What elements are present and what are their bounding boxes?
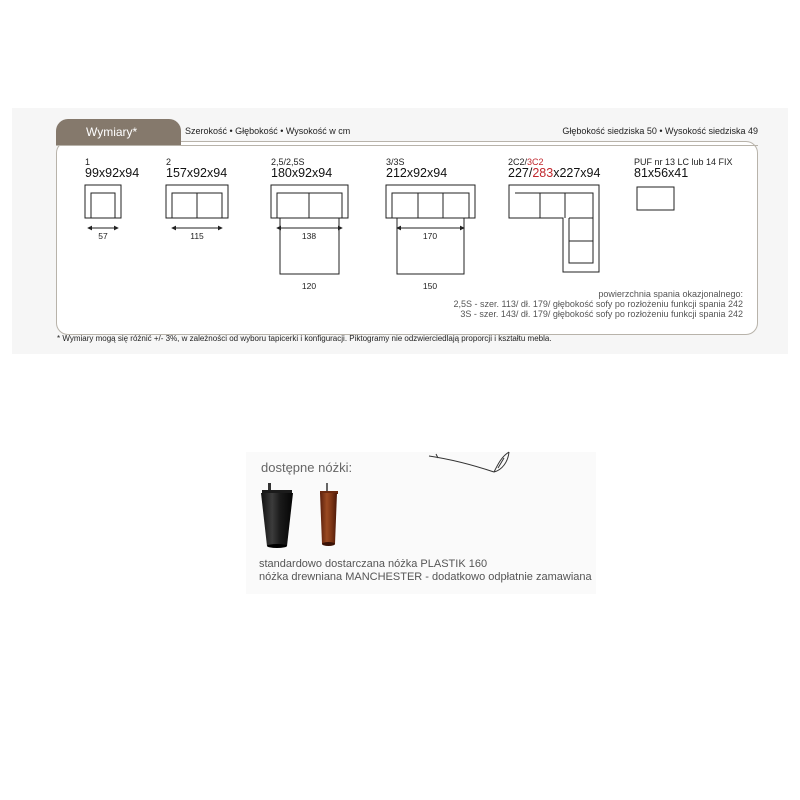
sleep-note-title: powierzchnia spania okazjonalnego: <box>598 289 743 299</box>
model-size-2: 157x92x94 <box>166 166 228 180</box>
model-code-2: 2 <box>166 157 172 167</box>
model-code-2-5: 2,5/2,5S <box>271 157 305 167</box>
measure-bed-2-5: 120 <box>301 281 317 291</box>
sleep-note-line2: 3S - szer. 143/ dł. 179/ głębokość sofy po rozłożeniu funkcji spania 242 <box>460 309 743 319</box>
plastic-leg-image <box>261 483 293 548</box>
units-label: Szerokość • Głębokość • Wysokość w cm <box>185 126 351 136</box>
footnote: * Wymiary mogą się różnić +/- 3%, w zależności od wyboru tapicerki i konfiguracji. Piktogramy nie odzwierciedlają proporcji i kształtu mebla. <box>57 334 552 343</box>
measure-bed-3: 150 <box>422 281 438 291</box>
measure-model-1: 57 <box>98 231 108 241</box>
model-size-corner-b: 283 <box>532 166 554 180</box>
model-code-puf: PUF nr 13 LC lub 14 FIX <box>634 157 733 167</box>
legs-wood-text: nóżka drewniana MANCHESTER - dodatkowo odpłatnie zamawiana <box>259 571 592 583</box>
legs-panel <box>246 452 596 594</box>
measure-model-2: 115 <box>190 231 204 241</box>
model-size-3: 212x92x94 <box>386 166 448 180</box>
pictogram-model-corner <box>509 185 599 272</box>
pictogram-model-2-5 <box>271 185 348 274</box>
model-code-corner-a: 2C2/ <box>508 157 528 167</box>
model-code-1: 1 <box>85 157 91 167</box>
legs-title: dostępne nóżki: <box>261 460 353 475</box>
model-size-2-5: 180x92x94 <box>271 166 333 180</box>
dimensions-tab: Wymiary* <box>56 119 181 146</box>
model-size-corner-a: 227/ <box>508 166 533 180</box>
model-size-1: 99x92x94 <box>85 166 140 180</box>
pictogram-model-puf <box>637 187 674 210</box>
sketch-drawing <box>429 452 509 472</box>
model-code-3: 3/3S <box>386 157 405 167</box>
pictogram-model-2 <box>166 185 228 228</box>
model-code-corner-b: 3C2 <box>527 157 544 167</box>
model-size-puf: 81x56x41 <box>634 166 689 180</box>
legs-standard-text: standardowo dostarczana nóżka PLASTIK 160 <box>259 558 488 570</box>
measure-model-2-5: 138 <box>301 231 317 241</box>
sleep-note <box>453 289 743 319</box>
model-size-corner-c: x227x94 <box>553 166 601 180</box>
sleep-note-line1: 2,5S - szer. 113/ dł. 179/ głębokość sofy po rozłożeniu funkcji spania 242 <box>453 299 743 309</box>
wooden-leg-image <box>320 483 338 546</box>
seat-label: Głębokość siedziska 50 • Wysokość siedziska 49 <box>562 126 758 136</box>
pictogram-model-1 <box>85 185 121 228</box>
dimensions-panel <box>12 108 788 354</box>
pictogram-model-3 <box>386 185 475 274</box>
measure-model-3: 170 <box>422 231 438 241</box>
